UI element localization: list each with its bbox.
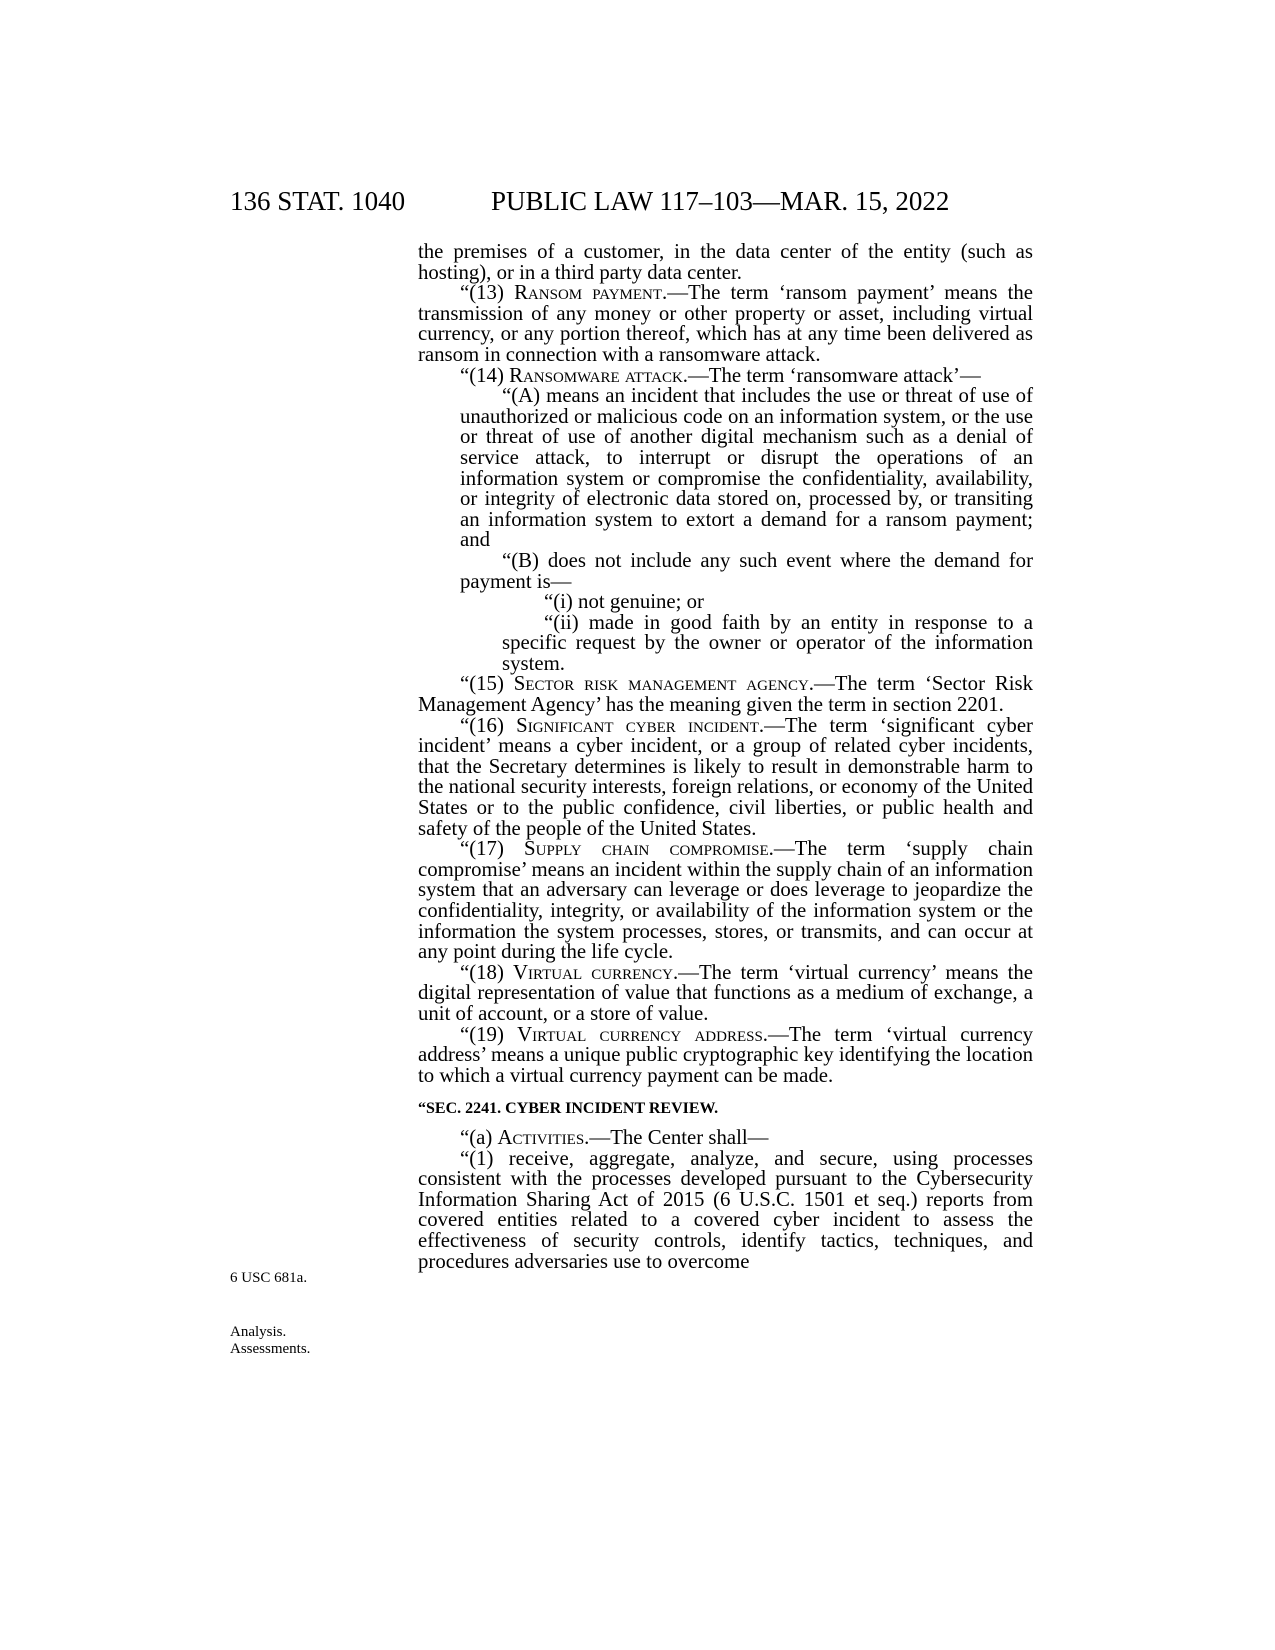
body-text	[418, 242, 1033, 1272]
term-heading: Significant cyber incident.	[516, 713, 765, 737]
subsection-a-activities: “(a) Activities.—The Center shall—	[460, 1125, 769, 1149]
paragraph-13-ransom-payment: “(13) Ransom payment.—The term ‘ransom payment’ means the transmission of any money or other property or asset, including virtual currency, or any portion thereof, which has at any time been delivered as ransom in connection with a ransomware attack.	[418, 281, 1034, 366]
paragraph-a-1: “(1) receive, aggregate, analyze, and secure, using processes consistent with the processes developed pursuant to the Cybersecurity Information Sharing Act of 2015 (6 U.S.C. 1501 et seq.) reports from covered entities related to a covered cyber incident to assess the effectiveness of security controls, identify tactics, techniques, and procedures adversaries use to overcome	[418, 1146, 1033, 1273]
term-heading: Virtual currency.	[513, 960, 679, 984]
term-heading: Supply chain compromise.	[524, 837, 774, 861]
term-heading: Sector risk management agency.	[513, 672, 814, 696]
paragraph-premises-continuation: the premises of a customer, in the data center of the entity (such as hosting), or in a third party data center.	[418, 240, 1033, 284]
paragraph-18-virtual-currency: “(18) Virtual currency.—The term ‘virtual currency’ means the digital representation of value that functions as a medium of exchange, a unit of account, or a store of value.	[418, 960, 1034, 1025]
term-heading: Ransomware attack.	[509, 363, 688, 387]
clause-14-b-i: “(i) not genuine; or	[544, 590, 704, 614]
clause-14-b-ii: “(ii) made in good faith by an entity in response to a specific request by the owner or operator of the information system.	[502, 610, 1033, 675]
paragraph-19-virtual-currency-address: “(19) Virtual currency address.—The term ‘virtual currency address’ means a unique public cryptographic key identifying the location to which a virtual currency payment can be made.	[418, 1022, 1033, 1087]
paragraph-15-sector-risk-management-agency: “(15) Sector risk management agency.—The term ‘Sector Risk Management Agency’ has the meaning given the term in section 2201.	[418, 672, 1033, 717]
margin-notes	[230, 1324, 310, 1358]
term-heading: Activities.	[497, 1125, 590, 1149]
page-stat-citation: 136 STAT. 1040	[230, 186, 406, 216]
paragraph-16-significant-cyber-incident: “(16) Significant cyber incident.—The term ‘significant cyber incident’ means a cyber incident, or a group of related cyber incidents, that the Secretary determines is likely to result in demonstrable harm to the national security interests, foreign relations, or economy of the United States or to the public confidence, civil liberties, or public health and safety of the people of the United States.	[418, 713, 1033, 840]
paragraph-14-ransomware-attack: “(14) Ransomware attack.—The term ‘ransomware attack’—	[460, 363, 981, 387]
margin-note-assessments: Assessments.	[230, 1341, 311, 1357]
term-heading: Ransom payment.	[514, 281, 668, 305]
paragraph-17-supply-chain-compromise: “(17) Supply chain compromise.—The term ‘supply chain compromise’ means an incident within the supply chain of an information system that an adversary can leverage or does leverage to jeopardize the confidentiality, integrity, or availability of the information system or the information the system processes, stores, or transmits, and can occur at any point during the life cycle.	[418, 837, 1033, 964]
section-heading: “SEC. 2241. CYBER INCIDENT REVIEW.	[418, 1100, 719, 1118]
margin-note-usc: 6 USC 681a.	[230, 1270, 308, 1286]
running-head-title: PUBLIC LAW 117–103—MAR. 15, 2022	[491, 186, 950, 216]
margin-note-analysis: Analysis.	[230, 1324, 287, 1340]
subparagraph-14-a: “(A) means an incident that includes the use or threat of use of unauthorized or malicious code on an information system, or the use or threat of use of another digital mechanism such as a denial of service attack, to interrupt or disrupt the operations of an information system or compromise the confidentiality, availability, or integrity of electronic data stored on, processed by, or transiting an information system to extort a demand for a ransom payment; and	[460, 384, 1033, 552]
subparagraph-14-b: “(B) does not include any such event where the demand for payment is—	[460, 548, 1033, 593]
term-heading: Virtual currency address.	[517, 1022, 769, 1046]
